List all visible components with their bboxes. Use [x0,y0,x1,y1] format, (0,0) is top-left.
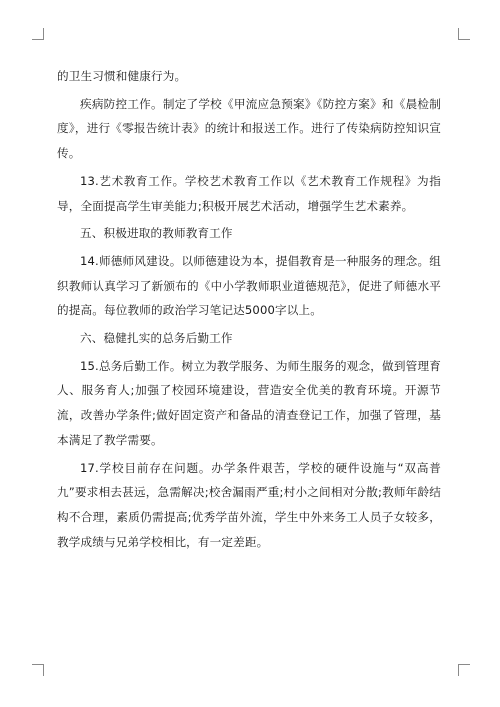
paragraph-logistics: 15.总务后勤工作。树立为教学服务、为师生服务的观念，做到管理育人、服务育人;加强了校园环境建设，营造安全优美的教育环境。开源节流，改善办学条件;做好固定资产和备品的清查登记工作，加强了管理，基本满足了教学需要。 [57,358,441,447]
crop-mark-bottom-left [32,664,44,676]
crop-mark-top-left [32,28,44,40]
document-body [57,64,441,554]
paragraph-disease-control: 疾病防控工作。制定了学校《甲流应急预案》《防控方案》和《晨检制度》，进行《零报告统计表》的统计和报送工作。进行了传染病防控知识宣传。 [57,96,441,161]
paragraph-art-education: 13.艺术教育工作。学校艺术教育工作以《艺术教育工作规程》为指导，全面提高学生审美能力;积极开展艺术活动，增强学生艺术素养。 [57,173,441,213]
paragraph-teacher-ethics: 14.师德师风建设。以师德建设为本，提倡教育是一种服务的理念。组织教师认真学习了新颁布的《中小学教师职业道德规范》，促进了师德水平的提高。每位教师的政治学习笔记达5000字以上。 [57,253,441,318]
crop-mark-bottom-right [458,664,470,676]
crop-mark-top-right [458,28,470,40]
section-heading-teacher-education: 五、积极进取的教师教育工作 [80,226,233,241]
paragraph-existing-problems: 17.学校目前存在问题。办学条件艰苦，学校的硬件设施与“双高普九”要求相去甚远，急需解决;校舍漏雨严重;村小之间相对分散;教师年龄结构不合理，素质仍需提高;优秀学苗外流，学生中外来务工人员子女较多，教学成绩与兄弟学校相比，有一定差距。 [57,460,441,549]
section-heading-logistics: 六、稳健扎实的总务后勤工作 [80,331,233,346]
paragraph-continuation: 的卫生习惯和健康行为。 [57,69,187,83]
